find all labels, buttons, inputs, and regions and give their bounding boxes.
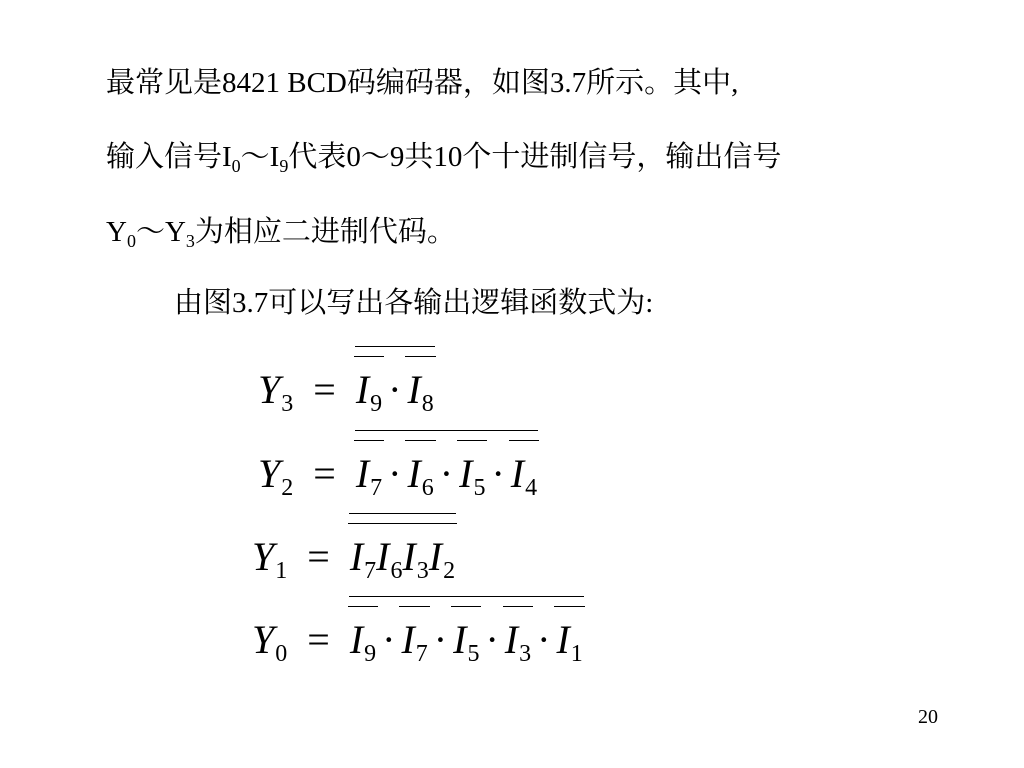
paragraph-line-3-prefix: Y	[106, 216, 127, 248]
equation-y3-term-1	[355, 367, 383, 417]
equation-y2-lhs-sub: 2	[281, 475, 294, 501]
equation-y1-term-4-sub: 2	[443, 558, 456, 584]
equation-y0-operator-2: ·	[433, 617, 448, 662]
equation-y2-term-2	[407, 451, 434, 501]
equation-y2-term-3	[459, 451, 486, 501]
equation-y0-operator-1: ·	[382, 617, 396, 662]
paragraph-line-3-suffix: 为相应二进制代码。	[194, 216, 456, 248]
equation-y1-term-3-sub: 3	[416, 558, 429, 584]
paragraph-line-3-subscript-1: 0	[126, 231, 136, 251]
equation-y0-operator-4: ·	[537, 617, 551, 662]
paragraph-line-4	[174, 289, 653, 318]
equation-y0-lhs-sub: 0	[275, 641, 288, 667]
equation-y0-term-2	[401, 617, 428, 667]
equation-y0-term-2-sub: 7	[415, 641, 428, 667]
equation-y0-equals: =	[307, 617, 330, 662]
equation-y1-lhs-var: Y	[252, 534, 275, 579]
equation-y2-operator-1: ·	[388, 451, 402, 496]
equation-y2-term-4	[510, 451, 538, 501]
equation-y3-term-2-sub: 8	[421, 391, 434, 417]
equation-y2-operator-3: ·	[491, 451, 505, 496]
equation-y2	[258, 451, 538, 501]
equation-y2-term-3-sub: 5	[473, 475, 486, 501]
equation-y3-term-2	[407, 367, 434, 417]
equation-y1-term-1-sub: 7	[364, 558, 377, 584]
equation-y3-term-1-var: I	[355, 367, 370, 412]
paragraph-line-2	[106, 141, 782, 176]
equation-y1	[252, 534, 456, 584]
equation-y2-rhs	[355, 451, 538, 501]
equation-y3-rhs	[355, 367, 434, 417]
equation-y3-lhs-var: Y	[258, 367, 281, 412]
equation-y1-term-3-var: I	[402, 534, 416, 579]
paragraph-line-1-text: 最常见是8421 BCD码编码器，如图3.7所示。其中,	[106, 67, 739, 99]
equation-y0-term-4	[504, 617, 532, 667]
equation-y0-term-4-var: I	[504, 617, 519, 662]
equation-y1-term-2-var: I	[376, 534, 390, 579]
paragraph-line-1	[106, 69, 738, 98]
equation-y2-term-4-var: I	[510, 451, 525, 496]
paragraph-line-2-subscript-2: 9	[279, 156, 289, 176]
equation-y1-term-2	[376, 534, 403, 584]
equation-y0-term-5-var: I	[556, 617, 570, 662]
equation-y0-term-3-var: I	[453, 617, 467, 662]
equation-y0-term-5	[556, 617, 583, 667]
equation-y0-term-1-var: I	[349, 617, 364, 662]
equation-y1-term-3	[402, 534, 429, 584]
equation-y3-lhs-sub: 3	[281, 391, 294, 417]
equation-y2-equals: =	[313, 451, 336, 496]
equation-y0-term-5-sub: 1	[570, 641, 583, 667]
paragraph-line-2-suffix: 代表0～9共10个十进制信号，输出信号	[288, 141, 782, 173]
equation-y3-equals: =	[313, 367, 336, 412]
equation-y0-term-2-var: I	[401, 617, 415, 662]
equation-y1-term-4-var: I	[428, 534, 443, 579]
paragraph-line-3-tilde: ～Y	[135, 216, 186, 248]
equation-y0	[252, 617, 583, 667]
equation-y0-operator-3: ·	[485, 617, 499, 662]
paragraph-line-3	[106, 216, 456, 251]
equation-y2-term-1	[355, 451, 383, 501]
equation-y1-lhs-sub: 1	[275, 558, 288, 584]
equation-y1-term-2-sub: 6	[390, 558, 403, 584]
equation-y2-term-3-var: I	[459, 451, 473, 496]
equation-y2-term-2-var: I	[407, 451, 421, 496]
equation-y1-term-1-var: I	[349, 534, 364, 579]
equation-y0-term-3	[453, 617, 480, 667]
equation-y3	[258, 367, 434, 417]
equation-y1-rhs	[349, 534, 456, 584]
equation-y2-term-1-var: I	[355, 451, 370, 496]
equation-y1-term-4	[428, 534, 456, 584]
equation-y1-equals: =	[307, 534, 330, 579]
equation-y3-operator-1: ·	[388, 367, 402, 412]
equation-y2-term-2-sub: 6	[421, 475, 434, 501]
paragraph-line-4-text: 由图3.7可以写出各输出逻辑函数式为:	[174, 287, 654, 319]
equation-y0-term-1-sub: 9	[364, 641, 377, 667]
equation-y0-lhs-var: Y	[252, 617, 275, 662]
equation-y3-term-1-sub: 9	[370, 391, 383, 417]
equation-y0-term-1	[349, 617, 377, 667]
equation-y0-term-3-sub: 5	[467, 641, 480, 667]
equation-y2-term-4-sub: 4	[525, 475, 538, 501]
equation-y0-term-4-sub: 3	[519, 641, 532, 667]
paragraph-line-2-tilde: ～I	[240, 141, 280, 173]
equation-y3-term-2-var: I	[407, 367, 421, 412]
paragraph-line-3-subscript-2: 3	[185, 231, 195, 251]
equation-y1-term-1	[349, 534, 377, 584]
paragraph-line-2-prefix: 输入信号I	[106, 141, 232, 173]
page-number: 20	[918, 706, 938, 728]
equation-y2-lhs-var: Y	[258, 451, 281, 496]
equation-y2-operator-2: ·	[439, 451, 454, 496]
equation-y0-rhs	[349, 617, 583, 667]
equation-y2-term-1-sub: 7	[370, 475, 383, 501]
paragraph-line-2-subscript-1: 0	[231, 156, 241, 176]
